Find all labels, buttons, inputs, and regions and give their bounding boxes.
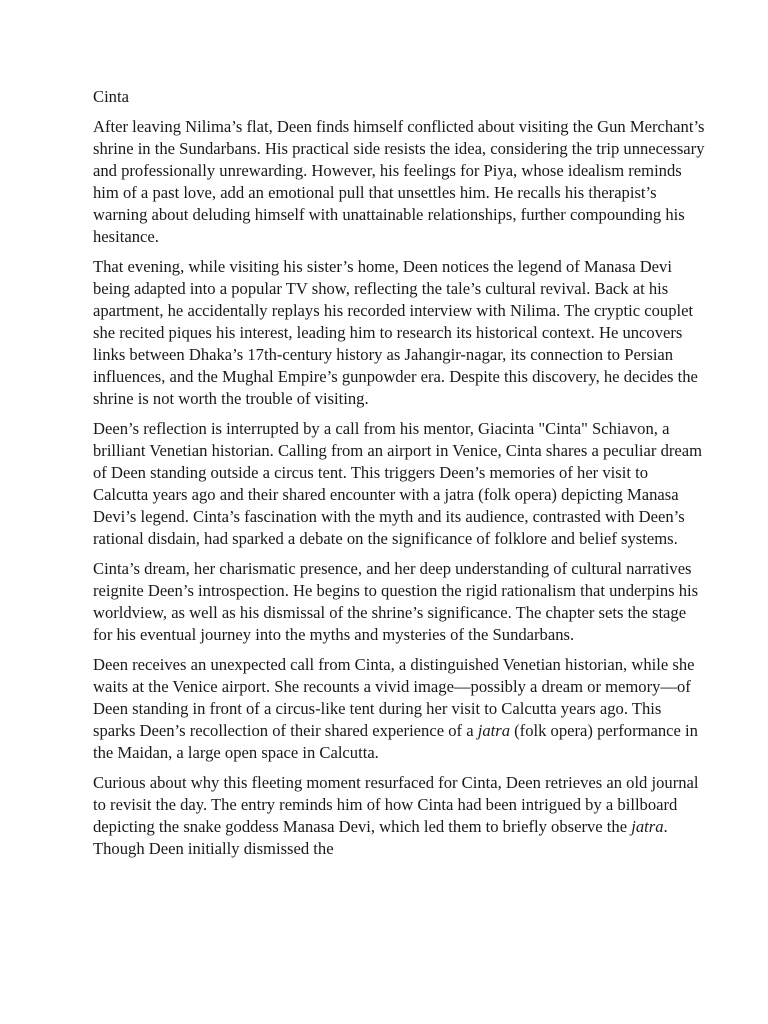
paragraph-4: Cinta’s dream, her charismatic presence, and her deep understanding of cultural narratives reignite Deen’s introspection. He begins to question the rigid rationalism that underpins his worldview, as well as his dismissal of the shrine’s significance. The chapter sets the stage for his eventual journey into the myths and mysteries of the Sundarbans. — [93, 559, 699, 644]
chapter-heading: Cinta — [93, 87, 129, 106]
paragraph-6-text-a: Curious about why this fleeting moment resurfaced for Cinta, Deen retrieves an old journal to revisit the day. The entry reminds him of how Cinta had been intrigued by a billboard depicting the snake goddess Manasa Devi, which led them to briefly observe the — [93, 773, 699, 836]
paragraph-1: After leaving Nilima’s flat, Deen finds himself conflicted about visiting the Gun Merchant’s shrine in the Sundarbans. His practical side resists the idea, considering the trip unnecessary and professionally unrewarding. However, his feelings for Piya, whose idealism reminds him of a past love, add an emotional pull that unsettles him. He recalls his therapist’s warning about deluding himself with unattainable relationships, further compounding his hesitance. — [93, 117, 705, 246]
paragraph-6 — [93, 772, 705, 860]
document-page — [93, 86, 705, 868]
paragraph-5-text-b: (folk opera) performance in the Maidan, a large open space in Calcutta. — [93, 721, 698, 762]
paragraph-6-italic-term: jatra — [631, 817, 664, 836]
paragraph-5 — [93, 654, 705, 764]
paragraph-2: That evening, while visiting his sister’s home, Deen notices the legend of Manasa Devi being adapted into a popular TV show, reflecting the tale’s cultural revival. Back at his apartment, he accidentally replays his recorded interview with Nilima. The cryptic couplet she recited piques his interest, leading him to research its historical context. He uncovers links between Dhaka’s 17th-century history as Jahangir-nagar, its connection to Persian influences, and the Mughal Empire’s gunpowder era. Despite this discovery, he decides the shrine is not worth the trouble of visiting. — [93, 257, 698, 408]
paragraph-3: Deen’s reflection is interrupted by a call from his mentor, Giacinta "Cinta" Schiavon, a brilliant Venetian historian. Calling from an airport in Venice, Cinta shares a peculiar dream of Deen standing outside a circus tent. This triggers Deen’s memories of her visit to Calcutta years ago and their shared encounter with a jatra (folk opera) depicting Manasa Devi’s legend. Cinta’s fascination with the myth and its audience, contrasted with Deen’s rational disdain, had sparked a debate on the significance of folklore and belief systems. — [93, 419, 703, 548]
paragraph-6-text-b: . Though Deen initially dismissed the — [93, 817, 668, 858]
paragraph-5-text-a: Deen receives an unexpected call from Cinta, a distinguished Venetian historian, while she waits at the Venice airport. She recounts a vivid image—possibly a dream or memory—of Deen standing in front of a circus-like tent during her visit to Calcutta years ago. This sparks Deen’s recollection of their shared experience of a — [93, 655, 695, 740]
paragraph-5-italic-term: jatra — [477, 721, 510, 740]
